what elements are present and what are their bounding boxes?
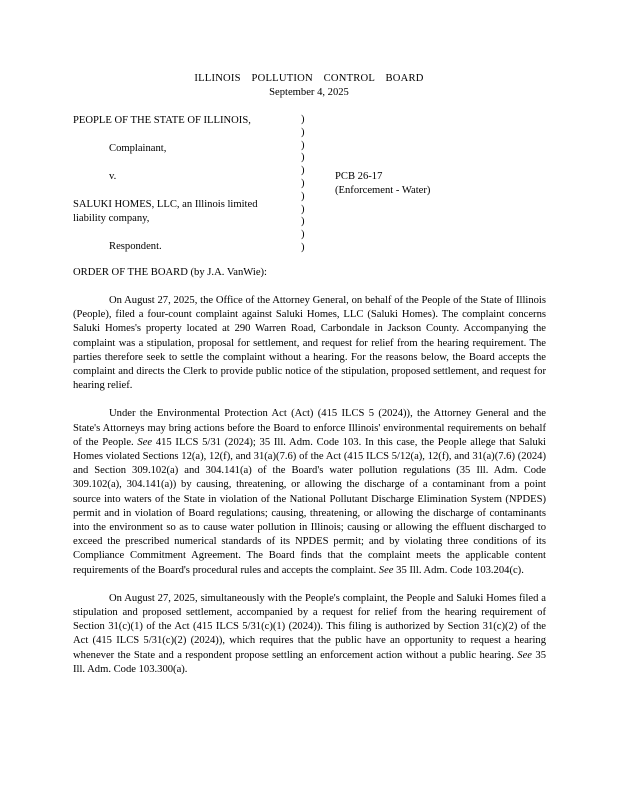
caption-paren: ) [301, 241, 305, 253]
citation-signal: See [378, 564, 394, 576]
caption-paren: ) [301, 190, 305, 202]
party-respondent-line2: liability company, [73, 213, 150, 224]
paragraph-3-part-b: 35 Ill. Adm. Code 103.300(a). [73, 649, 546, 675]
citation-signal: See [137, 436, 153, 448]
paragraph-3-part-a: On August 27, 2025, simultaneously with the People's complaint, the People and Saluki Homes filed a stipulation and proposed settlement, accompanied by a request for relief from the hearing requirement of Section 31(c)(1) of the Act (415 ILCS 5/31(c)(1) (2024)). This filing is authorized by Section 31(c)(2) of the Act (415 ILCS 5/31(c)(2) (2024)), which requires that the public have an opportunity to request a hearing whenever the State and a respondent propose settling an enforcement action without a public hearing. [73, 592, 546, 661]
caption-paren: ) [301, 139, 305, 151]
caption-paren: ) [301, 165, 305, 177]
role-respondent: Respondent. [109, 241, 162, 252]
paragraph-2-part-b: 415 ILCS 5/31 (2024); 35 Ill. Adm. Code 103. In this case, the People allege that Saluki Homes violated Sections 12(a), 12(f), and 31(a)(7.6) of the Act (415 ILCS 5/12(a), 12(f), and 31(a)(7.6) (2024) and Section 309.102(a) and 304.141(a) of the Board's water pollution regulations (35 Ill. Adm. Code 309.102(a), 304.141(a)) by causing, threatening, or allowing the discharge of a contaminant from a point source into waters of the State in violation of the National Pollutant Discharge Elimination System (NPDES) permit and in violation of Board regulations; causing, threatening, or allowing the discharge of contaminants into the environment so as to cause water pollution in Illinois; causing or allowing the effluent discharged to exceed the prescribed numerical standards of its NPDES permit; and by violating three conditions of its Compliance Commitment Agreement. The Board finds that the complaint meets the applicable content requirements of the Board's procedural rules and accepts the complaint. [73, 436, 546, 576]
caption-paren: ) [301, 229, 305, 241]
caption-paren: ) [301, 177, 305, 189]
caption-paren: ) [301, 126, 305, 138]
paragraph-2 [73, 407, 546, 577]
versus-label: v. [109, 171, 117, 182]
caption-paren: ) [301, 114, 305, 125]
caption-parties [73, 114, 301, 254]
caption-paren: ) [301, 152, 305, 164]
caption-parentheses [301, 114, 311, 255]
party-respondent-line1: SALUKI HOMES, LLC, an Illinois limited [73, 199, 258, 210]
order-heading: ORDER OF THE BOARD (by J.A. VanWie): [73, 267, 267, 278]
caption-paren: ) [301, 203, 305, 215]
role-complainant: Complainant, [109, 143, 167, 154]
caption-case-info [335, 170, 535, 198]
document-header [0, 72, 618, 100]
caption-paren: ) [301, 216, 305, 228]
board-name: ILLINOIS POLLUTION CONTROL BOARD [194, 73, 424, 84]
document-date: September 4, 2025 [269, 87, 349, 98]
paragraph-2-part-c: 35 Ill. Adm. Code 103.204(c). [396, 564, 524, 576]
order-body [73, 294, 546, 691]
paragraph-1: On August 27, 2025, the Office of the Attorney General, on behalf of the People of the State of Illinois (People), filed a four-count complaint against Saluki Homes, LLC (Saluki Homes). The complaint concerns Saluki Homes's property located at 290 Warren Road, Carbondale in Jackson County. Accompanying the complaint was a stipulation, proposal for settlement, and request for relief from the hearing requirement. The parties therefore seek to settle the complaint without a hearing. For the reasons below, the Board accepts the complaint and directs the Clerk to provide public notice of the stipulation, proposed settlement, and request for hearing relief. [73, 295, 546, 392]
paragraph-2-part-a: Under the Environmental Protection Act (Act) (415 ILCS 5 (2024)), the Attorney General and the State's Attorneys may bring actions before the Board to enforce Illinois' environmental requirements on behalf of the People. [73, 408, 546, 448]
party-people: PEOPLE OF THE STATE OF ILLINOIS, [73, 115, 251, 126]
case-number: PCB 26-17 [335, 171, 383, 182]
paragraph-3 [73, 592, 546, 677]
case-type: (Enforcement - Water) [335, 185, 431, 196]
citation-signal: See [517, 649, 532, 661]
